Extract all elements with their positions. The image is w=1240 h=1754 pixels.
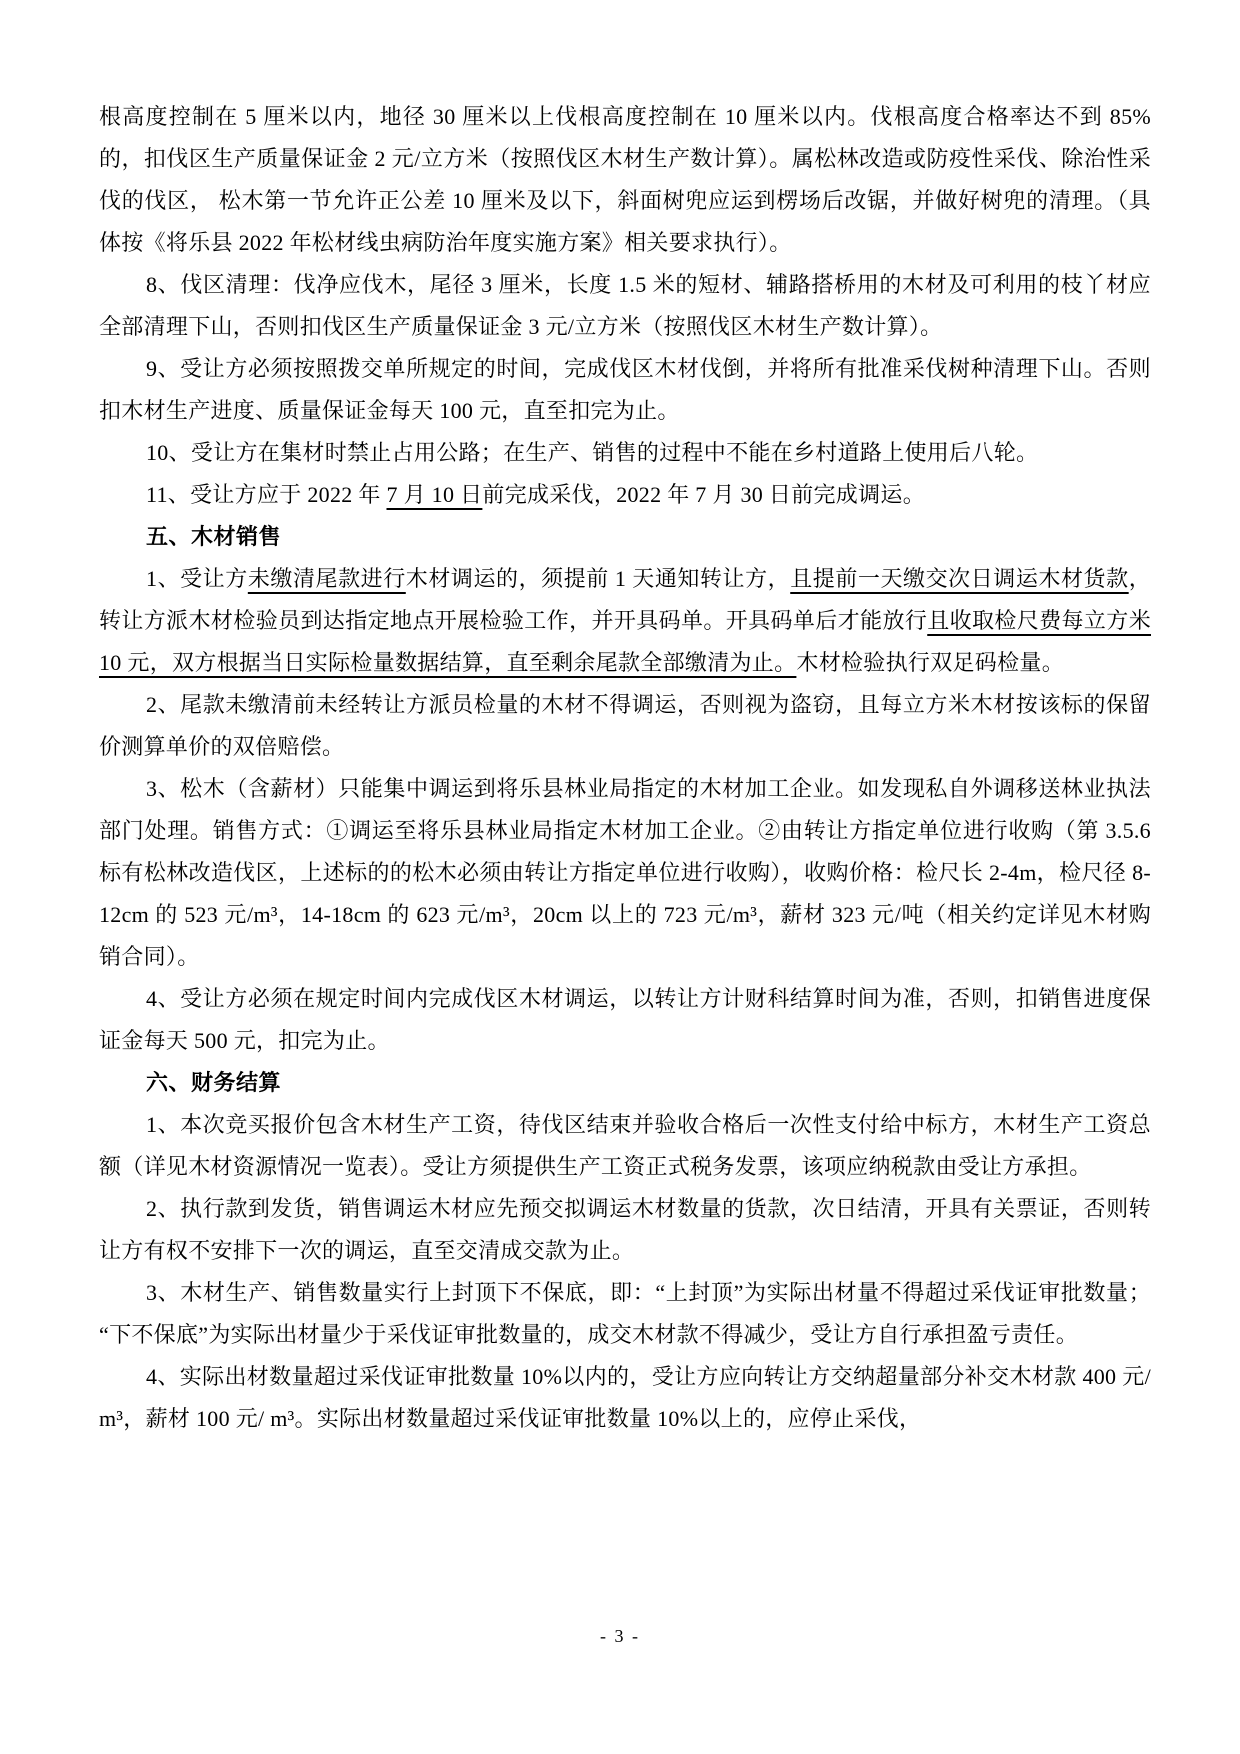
text-run: 五、木材销售 [146,524,282,549]
text-run: 2、尾款未缴清前未经转让方派员检量的木材不得调运，否则视为盗窃，且每立方米木材按该标的保留价测算单价的双倍赔偿。 [99,692,1151,759]
text-run: 木材检验执行双足码检量。 [796,650,1065,675]
text-run: 根高度控制在 5 厘米以内，地径 30 厘米以上伐根高度控制在 10 厘米以内。伐根高度合格率达不到 85%的，扣伐区生产质量保证金 2 元/立方米（按照伐区木材生产数计算）。属松林改造或防疫性采伐、除治性采伐的伐区， 松木第一节允许正公差 10 厘米及以下，斜面树兜应运到楞场后改锯，并做好树兜的清理。（具体按《将乐县 2022 年松材线虫病防治年度实施方案》相关要求执行）。 [99,104,1151,255]
text-run: 2、执行款到发货，销售调运木材应先预交拟调运木材数量的货款，次日结清，开具有关票证，否则转让方有权不安排下一次的调运，直至交清成交款为止。 [99,1196,1151,1263]
section-heading [99,1062,1151,1104]
text-run: 11、受让方应于 2022 年 [146,482,387,507]
paragraph [99,1188,1151,1272]
paragraph [99,1356,1151,1440]
text-run: 1、本次竞买报价包含木材生产工资，待伐区结束并验收合格后一次性支付给中标方，木材生产工资总额（详见木材资源情况一览表）。受让方须提供生产工资正式税务发票，该项应纳税款由受让方承担。 [99,1112,1151,1179]
paragraph [99,96,1151,264]
text-run: 4、实际出材数量超过采伐证审批数量 10%以内的，受让方应向转让方交纳超量部分补交木材款 400 元/ m³，薪材 100 元/ m³。实际出材数量超过采伐证审批数量 10%以上的，应停止采伐， [99,1364,1151,1431]
paragraph [99,1104,1151,1188]
paragraph [99,432,1151,474]
page-number: - 3 - [600,1626,640,1646]
text-run: 六、财务结算 [146,1070,282,1095]
text-run: ，转让方派木材检验员到达指定地点开展检验工作，并开具码单。开具码单后才能放行 [99,566,1151,633]
text-run: 9、受让方必须按照拨交单所规定的时间，完成伐区木材伐倒，并将所有批准采伐树种清理下山。否则扣木材生产进度、质量保证金每天 100 元，直至扣完为止。 [99,356,1151,423]
text-run: 10、受让方在集材时禁止占用公路；在生产、销售的过程中不能在乡村道路上使用后八轮。 [146,440,1039,465]
paragraph [99,1272,1151,1356]
paragraph [99,558,1151,684]
paragraph [99,684,1151,768]
paragraph [99,978,1151,1062]
underlined-text-run: 7 月 10 日 [386,482,483,507]
text-run: 3、松木（含薪材）只能集中调运到将乐县林业局指定的木材加工企业。如发现私自外调移送林业执法部门处理。销售方式：①调运至将乐县林业局指定木材加工企业。②由转让方指定单位进行收购（第 3.5.6 标有松林改造伐区，上述标的的松木必须由转让方指定单位进行收购），收购价格：检尺长 2-4m，检尺径 8-12cm 的 523 元/m³，14-18cm 的 623 元/m³，20cm 以上的 723 元/m³，薪材 323 元/吨（相关约定详见木材购销合同）。 [99,776,1151,969]
text-run: 4、受让方必须在规定时间内完成伐区木材调运，以转让方计财科结算时间为准，否则，扣销售进度保证金每天 500 元，扣完为止。 [99,986,1151,1053]
text-run: 木材调运的，须提前 1 天通知转让方， [405,566,791,591]
text-run: 3、木材生产、销售数量实行上封顶下不保底，即：“上封顶”为实际出材量不得超过采伐证审批数量；“下不保底”为实际出材量少于采伐证审批数量的，成交木材款不得减少，受让方自行承担盈亏责任。 [99,1280,1151,1347]
underlined-text-run: 且收取检尺费每立方米 10 元，双方根据当日实际检量数据结算，直至剩余尾款全部缴清为止。 [99,608,1151,675]
underlined-text-run: 且提前一天缴交次日调运木材货款 [790,566,1129,591]
text-run: 前完成采伐，2022 年 7 月 30 日前完成调运。 [482,482,925,507]
paragraph [99,264,1151,348]
paragraph [99,474,1151,516]
text-run: 8、伐区清理：伐净应伐木，尾径 3 厘米，长度 1.5 米的短材、辅路搭桥用的木材及可利用的枝丫材应全部清理下山，否则扣伐区生产质量保证金 3 元/立方米（按照伐区木材生产数计算）。 [99,272,1151,339]
document-body [99,96,1151,1440]
section-heading [99,516,1151,558]
underlined-text-run: 未缴清尾款进行 [247,566,406,591]
paragraph [99,348,1151,432]
text-run: 1、受让方 [146,566,248,591]
paragraph [99,768,1151,978]
